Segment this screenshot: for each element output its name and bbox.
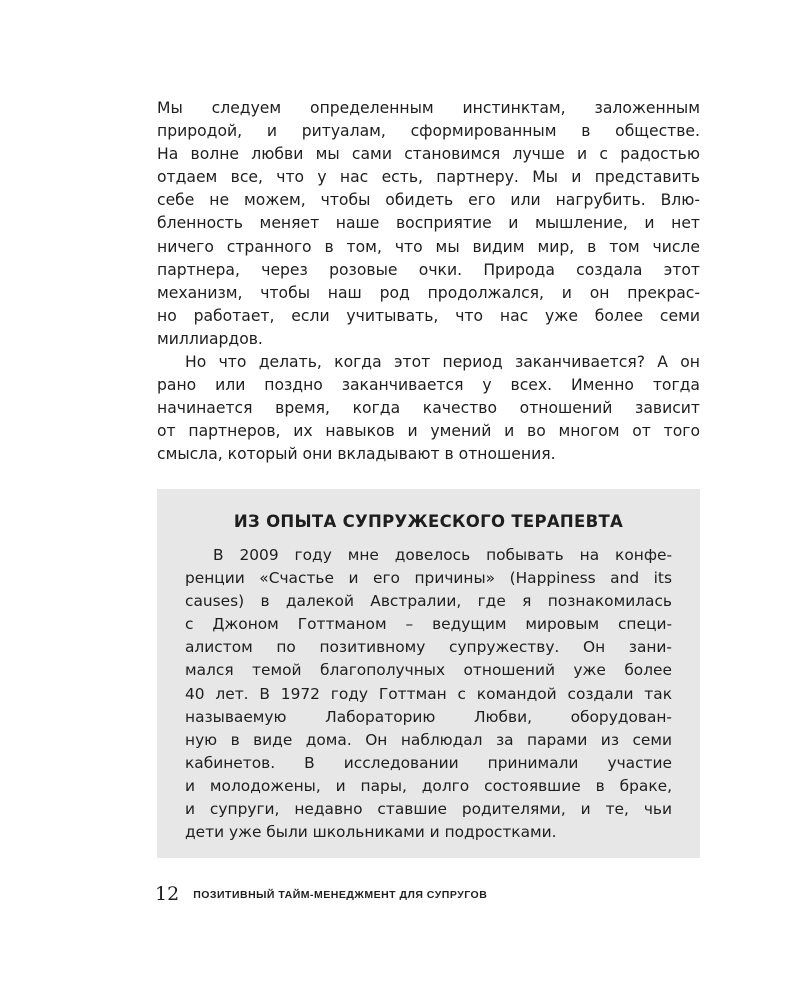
page-number: 12	[155, 883, 180, 905]
sidebar-line: В 2009 году мне довелось побывать на конфе-	[213, 546, 672, 564]
text-line: смысла, который они вкладывают в отношения.	[157, 445, 556, 464]
sidebar-title: ИЗ ОПЫТА СУПРУЖЕСКОГО ТЕРАПЕВТА	[233, 512, 624, 531]
sidebar-line: 40 лет. В 1972 году Готтман с командой создали так	[185, 684, 672, 703]
paragraph-2	[157, 351, 700, 466]
text-line: Но что делать, когда этот период заканчивается? А он	[185, 353, 700, 372]
text-line: рано или поздно заканчивается у всех. Именно тогда	[157, 376, 700, 395]
sidebar-line: и супруги, недавно ставшие родителями, и те, чьи	[185, 800, 672, 819]
sidebar-line: дети уже были школьниками и подростками.	[185, 823, 557, 842]
sidebar-line: кабинетов. В исследовании принимали участие	[185, 753, 672, 772]
sidebar-line: алистом по позитивному супружеству. Он зани-	[185, 638, 672, 657]
text-line: отдаем все, что у нас есть, партнеру. Мы и представить	[157, 168, 700, 187]
running-title: ПОЗИТИВНЫЙ ТАЙМ-МЕНЕДЖМЕНТ ДЛЯ СУПРУГОВ	[193, 889, 488, 901]
text-line: природой, и ритуалам, сформированным в обществе.	[157, 122, 700, 141]
sidebar-line: causes) в далекой Австралии, где я познакомилась	[185, 592, 672, 611]
sidebar-line: ренции «Счастье и его причины» (Happiness and its	[185, 569, 672, 588]
text-line: миллиардов.	[157, 329, 263, 348]
sidebar-line: с Джоном Готтманом – ведущим мировым специ-	[185, 615, 672, 634]
text-line: механизм, чтобы наш род продолжался, и он прекрас-	[157, 283, 700, 302]
text-line: себе не можем, чтобы обидеть его или нагрубить. Влю-	[157, 191, 700, 210]
text-line: ничего странного в том, что мы видим мир, в том числе	[157, 237, 700, 256]
text-line: На волне любви мы сами становимся лучше и с радостью	[157, 145, 700, 164]
paragraph-1	[157, 97, 700, 351]
main-text	[157, 97, 700, 467]
sidebar-line: называемую Лабораторию Любви, оборудован-	[185, 707, 672, 726]
sidebar-body	[185, 544, 672, 844]
sidebar-line: ную в виде дома. Он наблюдал за парами из семи	[185, 730, 672, 749]
text-line: но работает, если учитывать, что нас уже более семи	[157, 306, 700, 325]
sidebar-line: мался темой благополучных отношений уже более	[185, 661, 672, 680]
sidebar-line: и молодожены, и пары, долго состоявшие в браке,	[185, 776, 672, 795]
text-line: от партнеров, их навыков и умений и во многом от того	[157, 422, 700, 441]
text-line: бленность меняет наше восприятие и мышление, и нет	[157, 214, 700, 233]
text-line: партнера, через розовые очки. Природа создала этот	[157, 260, 700, 279]
sidebar-box	[157, 489, 700, 858]
text-line: Мы следуем определенным инстинктам, заложенным	[157, 99, 700, 117]
text-line: начинается время, когда качество отношений зависит	[157, 399, 700, 418]
page-footer	[155, 879, 487, 909]
